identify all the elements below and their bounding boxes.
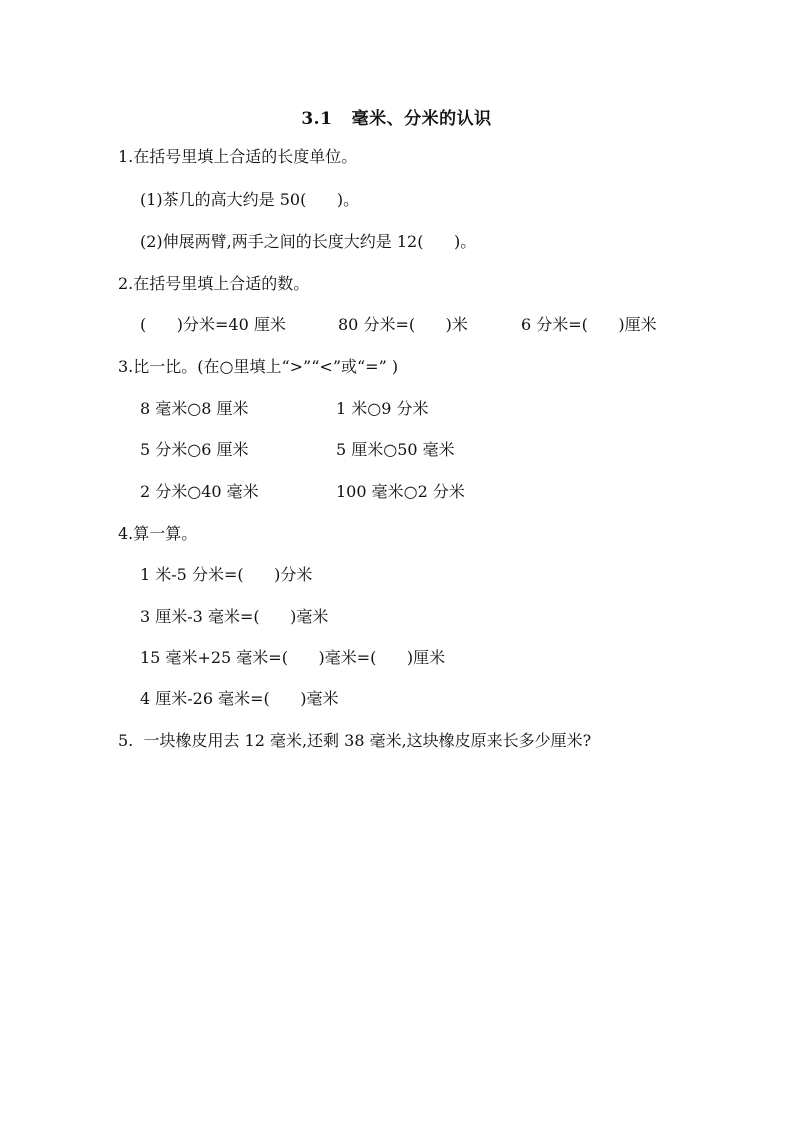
- question-4-item-1: 1 米-5 分米=( )分米: [140, 565, 313, 584]
- question-1-prompt: 1.在括号里填上合适的长度单位。: [118, 147, 358, 166]
- question-3-row-3-left: 2 分米○40 毫米: [140, 482, 259, 501]
- question-2-item-3: 6 分米=( )厘米: [521, 315, 657, 334]
- question-4-item-4: 4 厘米-26 毫米=( )毫米: [140, 689, 339, 708]
- question-3-prompt: 3.比一比。(在○里填上“>”“<”或“=” ): [118, 357, 399, 376]
- question-2-item-1: ( )分米=40 厘米: [140, 315, 286, 334]
- question-5-prompt: 5. 一块橡皮用去 12 毫米,还剩 38 毫米,这块橡皮原来长多少厘米?: [118, 731, 592, 750]
- question-3-row-2-left: 5 分米○6 厘米: [140, 440, 249, 459]
- question-4-prompt: 4.算一算。: [118, 524, 198, 543]
- question-2-prompt: 2.在括号里填上合适的数。: [118, 274, 310, 293]
- question-1-item-1: (1)茶几的高大约是 50( )。: [140, 190, 360, 209]
- question-3-row-1-right: 1 米○9 分米: [336, 399, 429, 418]
- page-title: 3.1 毫米、分米的认识: [301, 109, 492, 129]
- question-4-item-3: 15 毫米+25 毫米=( )毫米=( )厘米: [140, 648, 446, 667]
- question-3-row-1-left: 8 毫米○8 厘米: [140, 399, 249, 418]
- question-4-item-2: 3 厘米-3 毫米=( )毫米: [140, 607, 329, 626]
- question-3-row-3-right: 100 毫米○2 分米: [336, 482, 465, 501]
- question-2-item-2: 80 分米=( )米: [338, 315, 468, 334]
- question-3-row-2-right: 5 厘米○50 毫米: [336, 440, 455, 459]
- question-1-item-2: (2)伸展两臂,两手之间的长度大约是 12( )。: [140, 232, 477, 251]
